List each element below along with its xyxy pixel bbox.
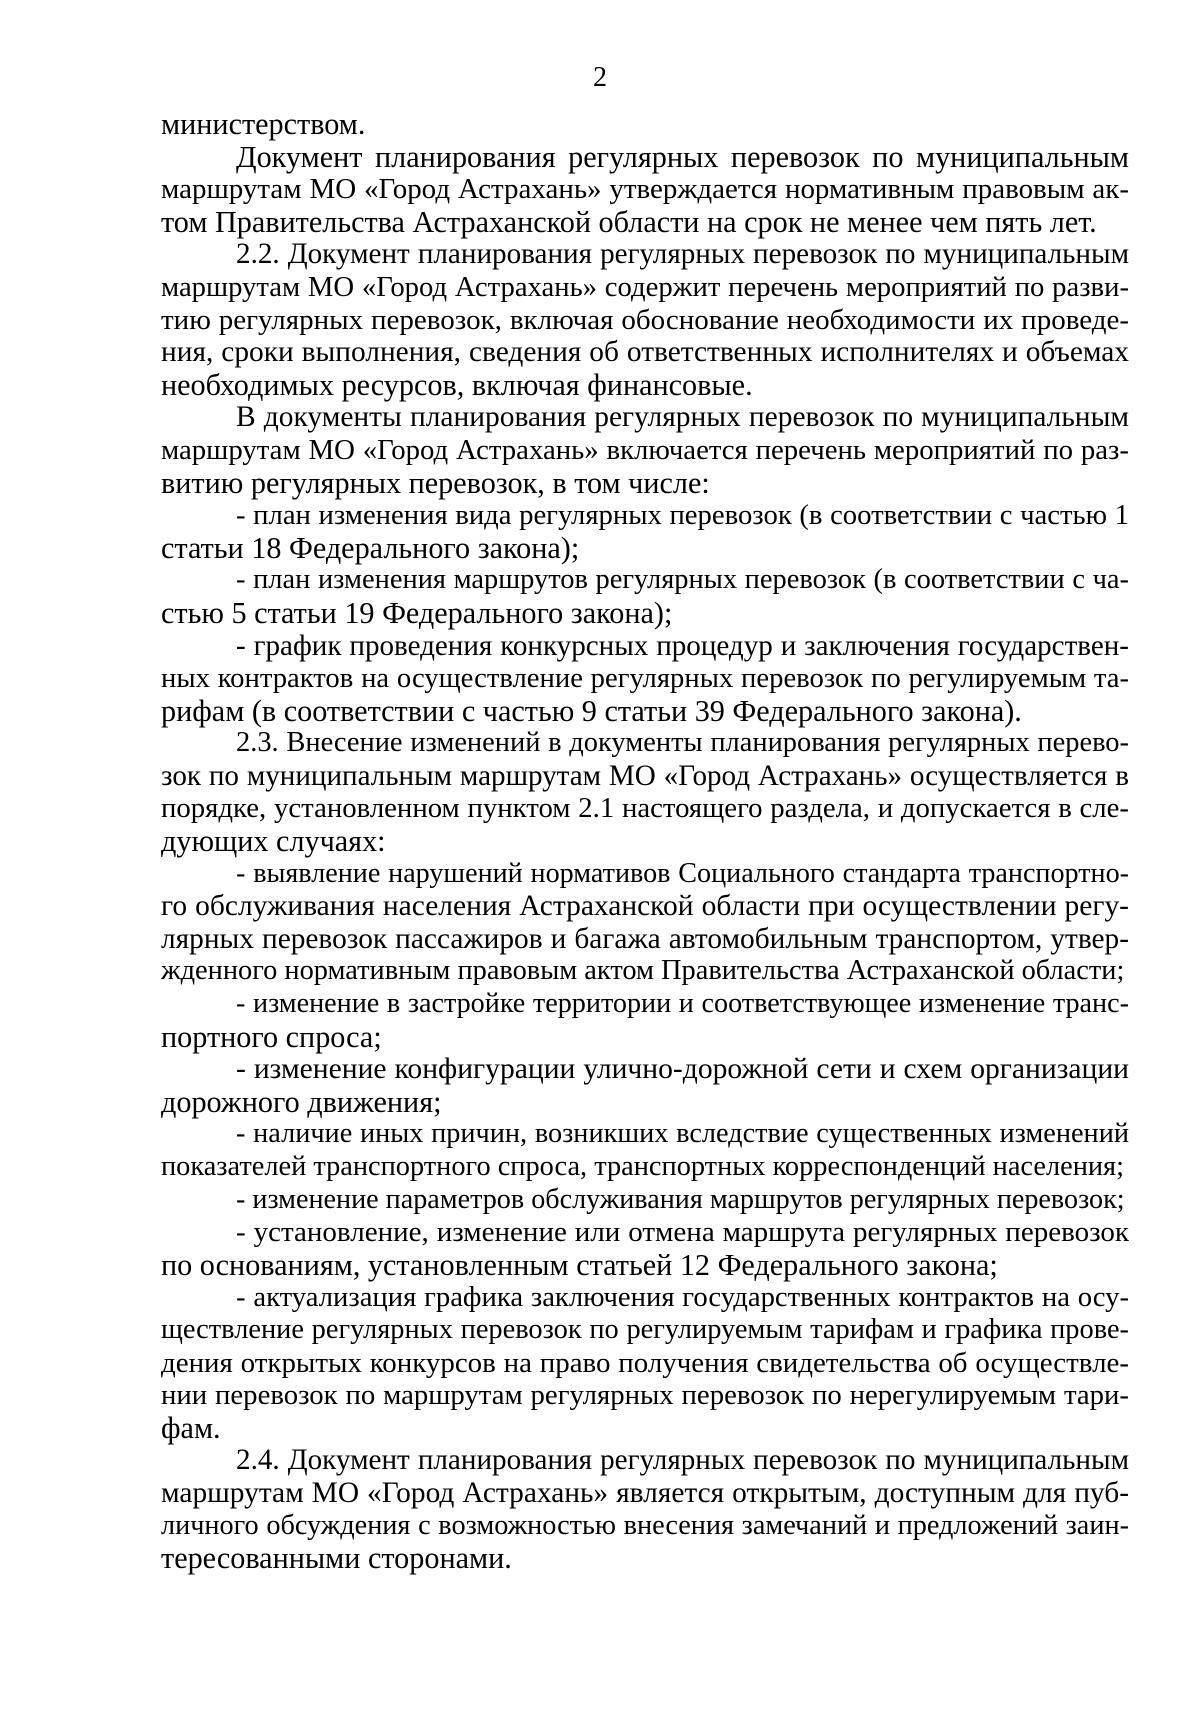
text-line: маршрутам МО «Город Астрахань» является открытым, доступным для пуб- — [161, 1476, 1129, 1509]
text-line: маршрутам МО «Город Астрахань» утверждается нормативным правовым ак- — [161, 173, 1129, 206]
text-line: - изменение параметров обслуживания маршрутов регулярных перевозок; — [236, 1183, 1125, 1215]
text-line: дующих случаях: — [161, 824, 386, 859]
text-line: - установление, изменение или отмена маршрута регулярных перевозок — [236, 1216, 1129, 1249]
text-line: витию регулярных перевозок, в том числе: — [161, 465, 710, 500]
text-line: дорожного движения; — [161, 1084, 442, 1119]
text-line: портного спроса; — [161, 1019, 382, 1054]
page-number: 2 — [593, 62, 607, 93]
text-line: лярных перевозок пассажиров и багажа автомобильным транспортом, утвер- — [161, 922, 1129, 955]
text-line: тересованными сторонами. — [161, 1541, 512, 1576]
text-line: дения открытых конкурсов на право получения свидетельства об осуществле- — [161, 1346, 1129, 1379]
text-line: статьи 18 Федерального закона); — [161, 530, 580, 565]
text-line: - график проведения конкурсных процедур и заключения государствен- — [236, 629, 1129, 662]
text-line: ных контрактов на осуществление регулярных перевозок по регулируемым та- — [161, 662, 1129, 695]
text-line: министерством. — [161, 107, 366, 141]
text-line: фам. — [161, 1410, 221, 1445]
text-line: - план изменения маршрутов регулярных перевозок (в соответствии с ча- — [236, 564, 1129, 596]
text-line: зок по муниципальным маршрутам МО «Город Астрахань» осуществляется в — [161, 759, 1129, 792]
text-line: маршрутам МО «Город Астрахань» содержит перечень мероприятий по разви- — [161, 270, 1129, 303]
document-body — [161, 108, 1129, 1575]
text-line: порядке, установленном пунктом 2.1 настоящего раздела, и допускается в сле- — [161, 792, 1129, 825]
text-line: маршрутам МО «Город Астрахань» включается перечень мероприятий по раз- — [161, 433, 1129, 466]
text-line: Документ планирования регулярных перевозок по муниципальным — [236, 139, 1129, 174]
text-line: 2.4. Документ планирования регулярных перевозок по муниципальным — [236, 1444, 1129, 1477]
text-line: 2.3. Внесение изменений в документы планирования регулярных перево- — [236, 727, 1129, 759]
text-line: необходимых ресурсов, включая финансовые. — [161, 367, 753, 402]
text-line: В документы планирования регулярных перевозок по муниципальным — [236, 401, 1129, 434]
text-line: показателей транспортного спроса, транспортных корреспонденций населения; — [161, 1151, 1124, 1182]
text-line: - наличие иных причин, возникших вследствие существенных изменений — [236, 1118, 1129, 1150]
text-line: - изменение в застройке территории и соответствующее изменение транс- — [236, 988, 1129, 1020]
text-line: жденного нормативным правовым актом Правительства Астраханской области; — [161, 955, 1125, 987]
text-line: тию регулярных перевозок, включая обоснование необходимости их проведе- — [161, 303, 1129, 336]
text-line: нии перевозок по маршрутам регулярных перевозок по нерегулируемым тари- — [161, 1379, 1129, 1412]
text-line: 2.2. Документ планирования регулярных перевозок по муниципальным — [236, 238, 1129, 271]
text-line: личного обсуждения с возможностью внесения замечаний и предложений заин- — [161, 1509, 1129, 1541]
text-line: рифам (в соответствии с частью 9 статьи 39 Федерального закона). — [161, 693, 1022, 728]
text-line: - план изменения вида регулярных перевозок (в соответствии с частью 1 — [236, 499, 1129, 532]
text-line: стью 5 статьи 19 Федерального закона); — [161, 595, 673, 630]
text-line: го обслуживания населения Астраханской области при осуществлении регу- — [161, 890, 1129, 923]
text-line: по основаниям, установленным статьей 12 Федерального закона; — [161, 1247, 998, 1282]
text-line: том Правительства Астраханской области на срок не менее чем пять лет. — [161, 204, 1097, 239]
text-line: - изменение конфигурации улично-дорожной сети и схем организации — [236, 1053, 1129, 1086]
text-line: ния, сроки выполнения, сведения об ответственных исполнителях и объемах — [161, 336, 1129, 369]
text-line: ществление регулярных перевозок по регулируемым тарифам и графика прове- — [161, 1313, 1129, 1345]
text-line: - актуализация графика заключения государственных контрактов на осу- — [236, 1281, 1129, 1314]
text-line: - выявление нарушений нормативов Социального стандарта транспортно- — [236, 857, 1129, 889]
